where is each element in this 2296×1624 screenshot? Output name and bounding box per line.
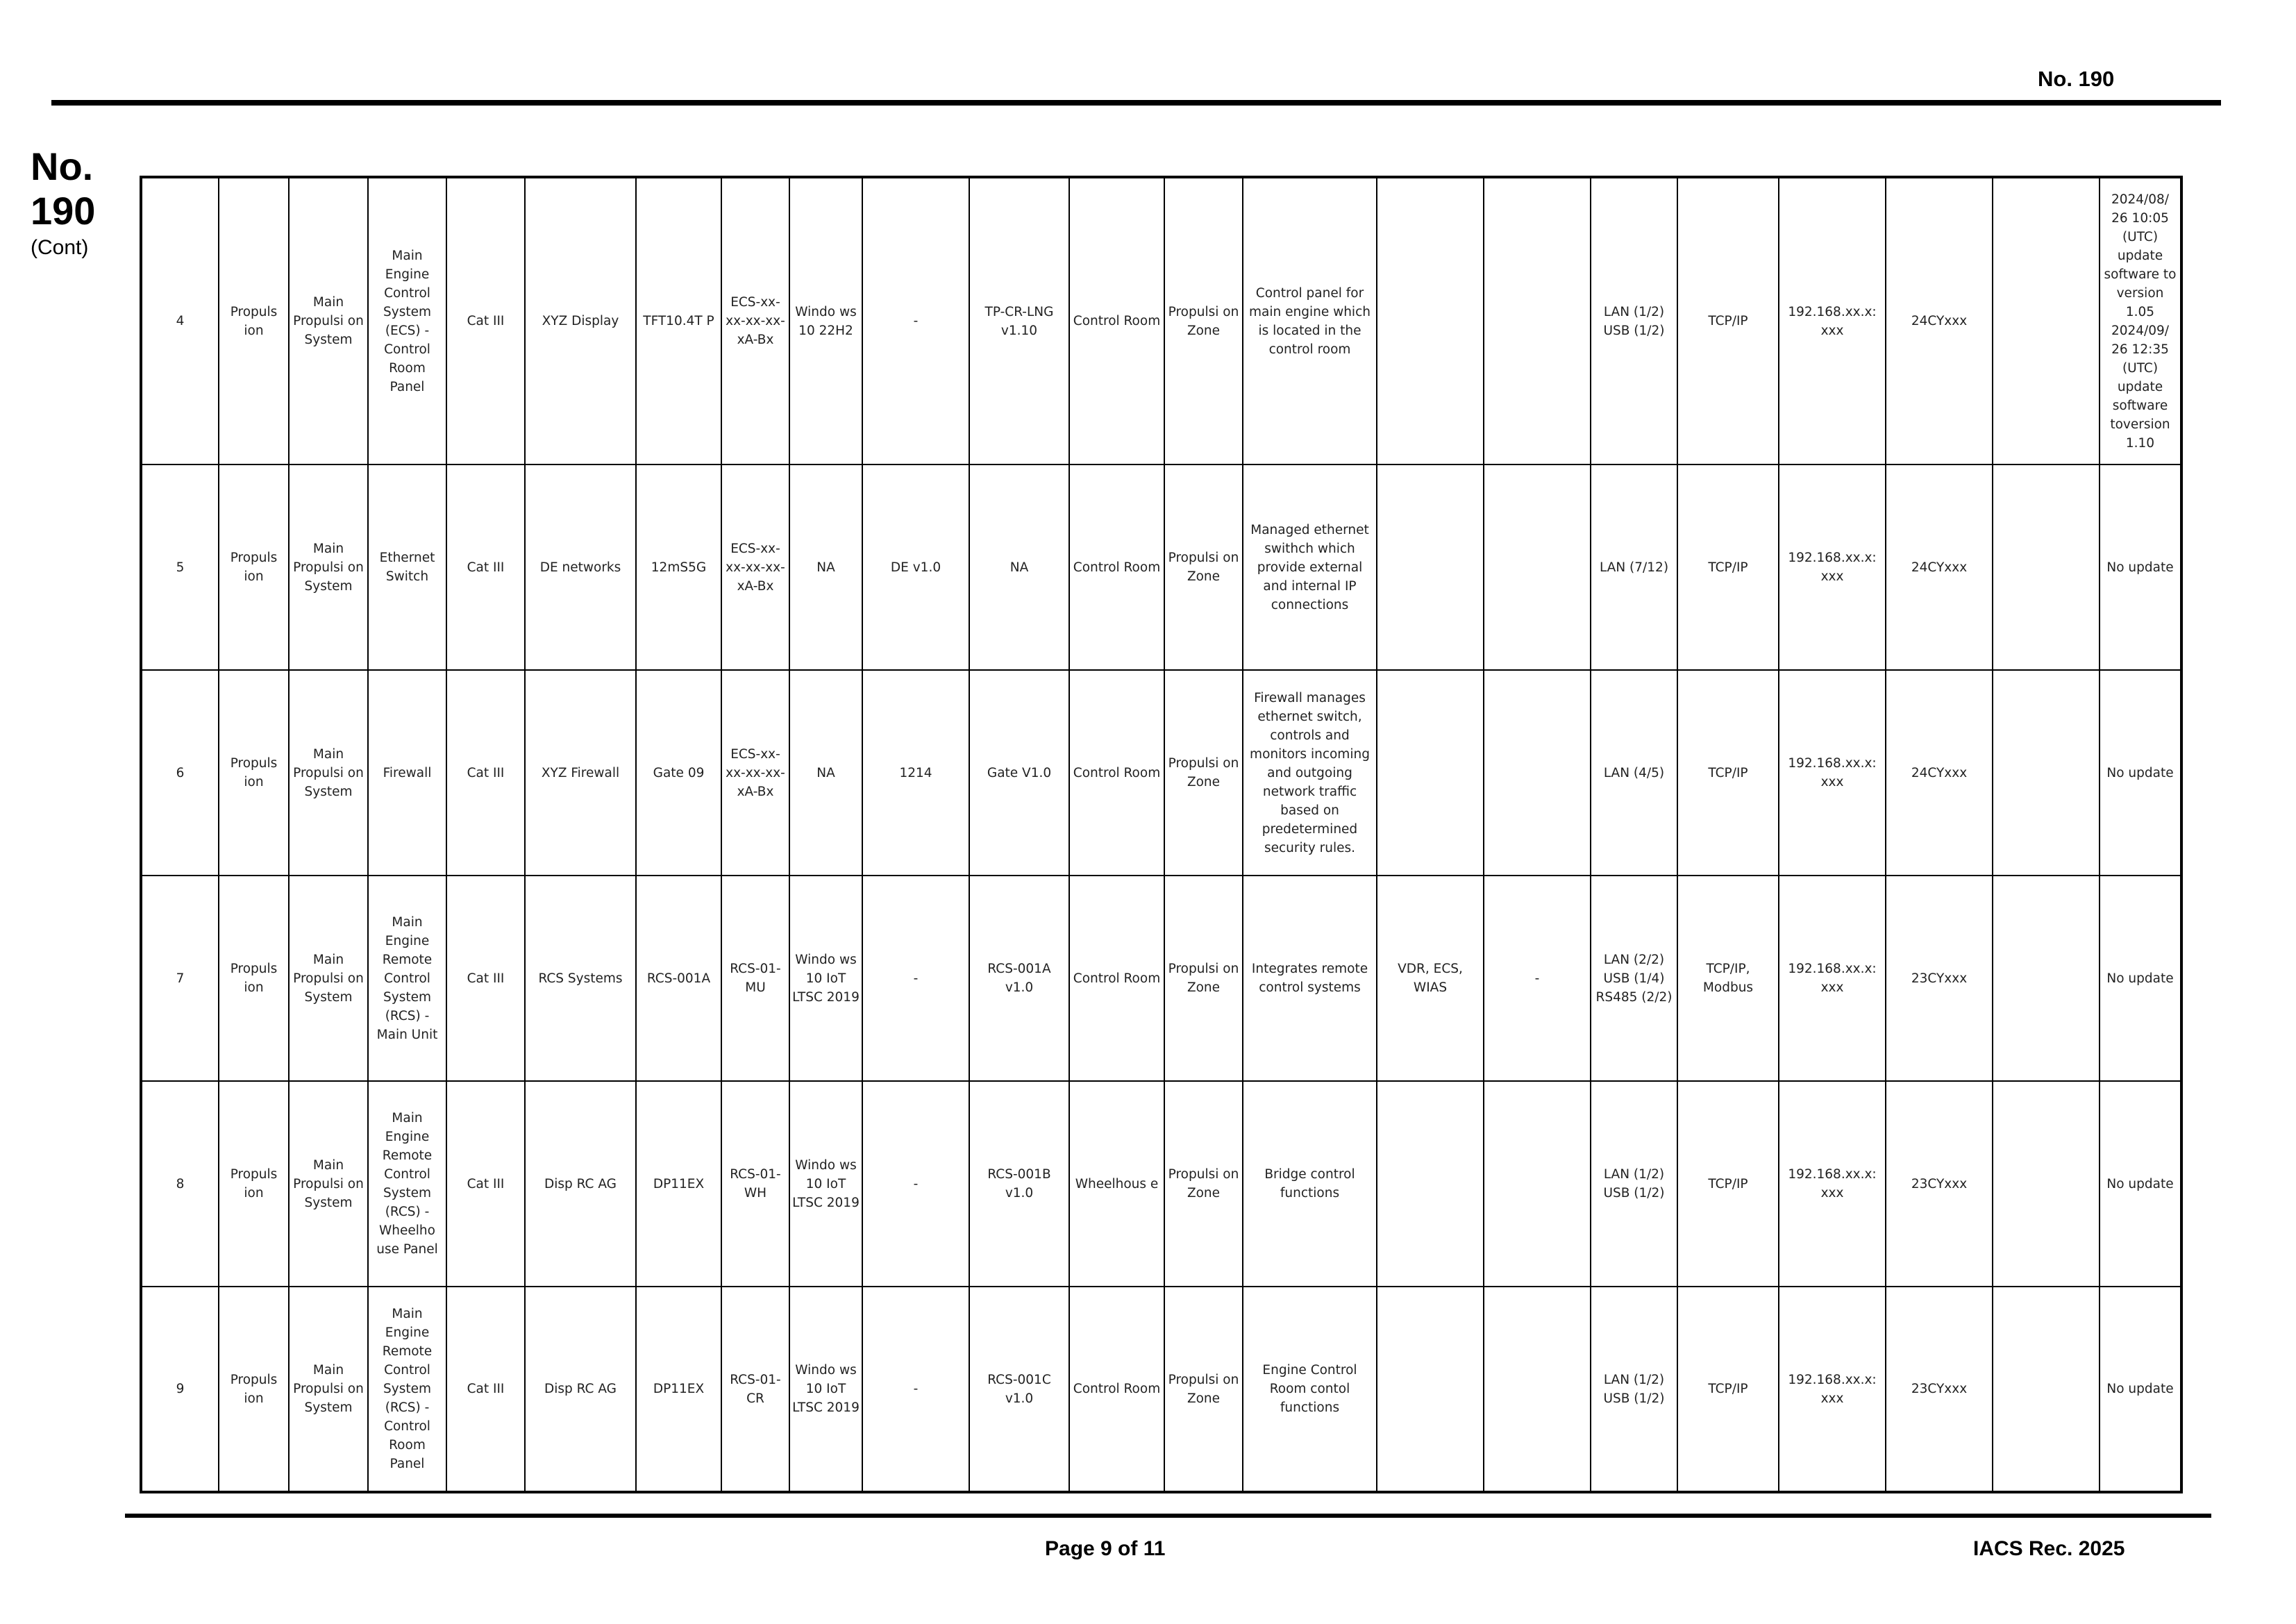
table-cell: RCS-01-MU	[721, 876, 789, 1081]
table-cell: Disp RC AG	[525, 1287, 636, 1492]
table-cell: 192.168.xx.x: xxx	[1779, 177, 1886, 464]
table-cell: DE networks	[525, 464, 636, 670]
table-cell: Gate V1.0	[969, 670, 1069, 876]
table-cell: TCP/IP	[1677, 464, 1779, 670]
table-cell	[1993, 1081, 2100, 1287]
table-cell: Propulsi on Zone	[1164, 670, 1243, 876]
top-divider	[51, 100, 2221, 106]
table-cell: RCS-001A	[636, 876, 721, 1081]
table-cell: Propulsi on Zone	[1164, 177, 1243, 464]
table-cell: Main Propulsi on System	[289, 177, 368, 464]
table-cell: 192.168.xx.x: xxx	[1779, 464, 1886, 670]
table-cell: LAN (4/5)	[1591, 670, 1677, 876]
table-cell: Cat III	[446, 1287, 525, 1492]
table-cell	[1484, 464, 1591, 670]
table-body	[141, 177, 2181, 1492]
page-number: Page 9 of 11	[1045, 1537, 1166, 1560]
table-cell: No update	[2100, 1287, 2181, 1492]
table-cell: TCP/IP	[1677, 177, 1779, 464]
table-cell: No update	[2100, 464, 2181, 670]
table-cell: 24CYxxx	[1886, 670, 1993, 876]
table-cell: Cat III	[446, 670, 525, 876]
footer-reference: IACS Rec. 2025	[1973, 1537, 2125, 1560]
table-cell	[1377, 177, 1484, 464]
table-cell: TFT10.4T P	[636, 177, 721, 464]
table-cell: Control Room	[1069, 670, 1164, 876]
table-cell: Cat III	[446, 177, 525, 464]
table-cell: Engine Control Room contol functions	[1243, 1287, 1377, 1492]
table-cell: TCP/IP	[1677, 670, 1779, 876]
table-cell: Wheelhous e	[1069, 1081, 1164, 1287]
table-cell: Windo ws 10 22H2	[789, 177, 862, 464]
table-row	[141, 1081, 2181, 1287]
table-cell: LAN (2/2) USB (1/4) RS485 (2/2)	[1591, 876, 1677, 1081]
table-cell	[1993, 876, 2100, 1081]
side-label-number: 190	[31, 189, 96, 233]
table-cell: XYZ Firewall	[525, 670, 636, 876]
table-cell: TCP/IP, Modbus	[1677, 876, 1779, 1081]
table-cell	[1484, 1081, 1591, 1287]
table-cell: Main Engine Remote Control System (RCS) - Wheelho use Panel	[368, 1081, 446, 1287]
table-cell: Integrates remote control systems	[1243, 876, 1377, 1081]
table-cell: Main Propulsi on System	[289, 1081, 368, 1287]
table-cell	[1993, 670, 2100, 876]
table-cell: 9	[141, 1287, 219, 1492]
table-cell: Main Propulsi on System	[289, 670, 368, 876]
table-cell: No update	[2100, 670, 2181, 876]
table-cell: 2024/08/ 26 10:05 (UTC) update software to version 1.05 2024/09/ 26 12:35 (UTC) update software toversion 1.10	[2100, 177, 2181, 464]
table-cell: Cat III	[446, 876, 525, 1081]
document-number-header: No. 190	[2038, 67, 2115, 91]
table-cell: Propuls ion	[219, 1287, 289, 1492]
table-cell: Propuls ion	[219, 177, 289, 464]
table-row	[141, 464, 2181, 670]
table-cell: 23CYxxx	[1886, 1287, 1993, 1492]
table-cell: XYZ Display	[525, 177, 636, 464]
table-cell: 8	[141, 1081, 219, 1287]
table-cell: Main Engine Remote Control System (RCS) - Main Unit	[368, 876, 446, 1081]
table-cell: -	[862, 177, 969, 464]
table-cell: -	[862, 1287, 969, 1492]
table-cell: NA	[789, 670, 862, 876]
table-row	[141, 177, 2181, 464]
table-cell: RCS-001B v1.0	[969, 1081, 1069, 1287]
table-cell	[1484, 1287, 1591, 1492]
table-cell: DP11EX	[636, 1287, 721, 1492]
table-cell: VDR, ECS, WIAS	[1377, 876, 1484, 1081]
table-cell: -	[862, 876, 969, 1081]
table-cell	[1993, 464, 2100, 670]
table-cell: NA	[789, 464, 862, 670]
table-cell: 12mS5G	[636, 464, 721, 670]
table-cell: 192.168.xx.x: xxx	[1779, 1081, 1886, 1287]
table-cell: No update	[2100, 876, 2181, 1081]
table-cell: Firewall manages ethernet switch, controls and monitors incoming and outgoing network traffic based on predetermined security rules.	[1243, 670, 1377, 876]
table-cell: 5	[141, 464, 219, 670]
table-cell	[1993, 177, 2100, 464]
bottom-divider	[125, 1514, 2211, 1518]
table-cell: Propuls ion	[219, 464, 289, 670]
table-row	[141, 876, 2181, 1081]
table-cell: Bridge control functions	[1243, 1081, 1377, 1287]
table-cell: Ethernet Switch	[368, 464, 446, 670]
table-cell: Propulsi on Zone	[1164, 1287, 1243, 1492]
table-cell: Propuls ion	[219, 1081, 289, 1287]
table-cell: RCS Systems	[525, 876, 636, 1081]
table-cell: DE v1.0	[862, 464, 969, 670]
side-label-cont: (Cont)	[31, 236, 89, 259]
table-cell: RCS-001A v1.0	[969, 876, 1069, 1081]
table-cell: Control Room	[1069, 1287, 1164, 1492]
table-cell: 1214	[862, 670, 969, 876]
table-cell: Windo ws 10 IoT LTSC 2019	[789, 876, 862, 1081]
table-cell: TCP/IP	[1677, 1287, 1779, 1492]
table-cell: Gate 09	[636, 670, 721, 876]
table-cell: -	[862, 1081, 969, 1287]
table-cell: Main Propulsi on System	[289, 1287, 368, 1492]
table-cell: Propuls ion	[219, 670, 289, 876]
table-row	[141, 1287, 2181, 1492]
table-cell: Control panel for main engine which is located in the control room	[1243, 177, 1377, 464]
table-row	[141, 670, 2181, 876]
table-cell: Disp RC AG	[525, 1081, 636, 1287]
table-cell: RCS-01-WH	[721, 1081, 789, 1287]
table-cell	[1377, 464, 1484, 670]
table-cell: Control Room	[1069, 876, 1164, 1081]
table-cell: Main Propulsi on System	[289, 876, 368, 1081]
table-cell: LAN (1/2) USB (1/2)	[1591, 1081, 1677, 1287]
table-cell	[1484, 670, 1591, 876]
table-cell	[1377, 1081, 1484, 1287]
table-cell: RCS-001C v1.0	[969, 1287, 1069, 1492]
table-cell: 23CYxxx	[1886, 876, 1993, 1081]
table-cell: Main Engine Control System (ECS) - Control Room Panel	[368, 177, 446, 464]
table-cell: Cat III	[446, 464, 525, 670]
table-cell: DP11EX	[636, 1081, 721, 1287]
table-cell: Managed ethernet swithch which provide external and internal IP connections	[1243, 464, 1377, 670]
table-cell: 192.168.xx.x: xxx	[1779, 670, 1886, 876]
table-cell: ECS-xx-xx-xx-xx-xA-Bx	[721, 464, 789, 670]
table-cell: 4	[141, 177, 219, 464]
table-cell: RCS-01-CR	[721, 1287, 789, 1492]
table-cell	[1377, 670, 1484, 876]
side-label-no: No.	[31, 144, 94, 188]
table-cell: Propuls ion	[219, 876, 289, 1081]
table-cell: Windo ws 10 IoT LTSC 2019	[789, 1287, 862, 1492]
table-cell: Main Engine Remote Control System (RCS) - Control Room Panel	[368, 1287, 446, 1492]
table-cell: Cat III	[446, 1081, 525, 1287]
table-cell: NA	[969, 464, 1069, 670]
table-cell: Propulsi on Zone	[1164, 876, 1243, 1081]
table-cell: -	[1484, 876, 1591, 1081]
table-cell: Propulsi on Zone	[1164, 464, 1243, 670]
table-cell	[1377, 1287, 1484, 1492]
table-cell: 192.168.xx.x: xxx	[1779, 1287, 1886, 1492]
table-cell: ECS-xx-xx-xx-xx-xA-Bx	[721, 670, 789, 876]
table-cell: LAN (1/2) USB (1/2)	[1591, 177, 1677, 464]
table-cell: Firewall	[368, 670, 446, 876]
table-cell: Propulsi on Zone	[1164, 1081, 1243, 1287]
table-cell: 6	[141, 670, 219, 876]
table-cell: 7	[141, 876, 219, 1081]
table-cell: TP-CR-LNG v1.10	[969, 177, 1069, 464]
table-cell: LAN (1/2) USB (1/2)	[1591, 1287, 1677, 1492]
table-cell	[1484, 177, 1591, 464]
table-cell: 24CYxxx	[1886, 464, 1993, 670]
table-cell: 24CYxxx	[1886, 177, 1993, 464]
table-cell	[1993, 1287, 2100, 1492]
table-cell: Control Room	[1069, 464, 1164, 670]
table-cell: TCP/IP	[1677, 1081, 1779, 1287]
table-cell: Main Propulsi on System	[289, 464, 368, 670]
table-cell: 23CYxxx	[1886, 1081, 1993, 1287]
asset-inventory-table	[140, 176, 2183, 1493]
side-label	[31, 144, 95, 258]
table-cell: LAN (7/12)	[1591, 464, 1677, 670]
table-cell: 192.168.xx.x: xxx	[1779, 876, 1886, 1081]
table-cell: ECS-xx-xx-xx-xx-xA-Bx	[721, 177, 789, 464]
table-cell: Control Room	[1069, 177, 1164, 464]
table-cell: No update	[2100, 1081, 2181, 1287]
table-cell: Windo ws 10 IoT LTSC 2019	[789, 1081, 862, 1287]
